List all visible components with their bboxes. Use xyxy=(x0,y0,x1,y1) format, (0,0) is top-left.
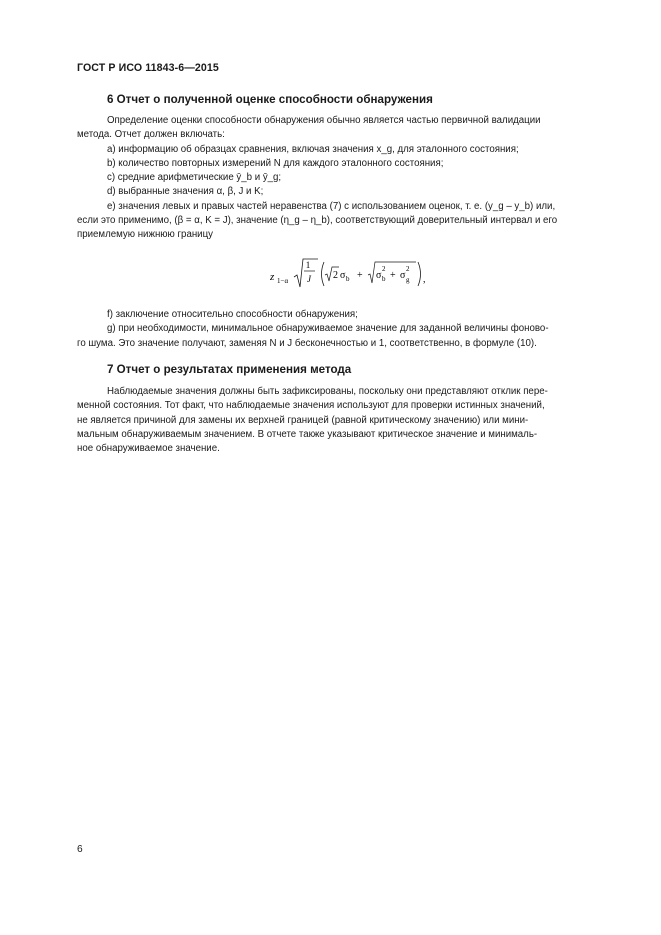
section-6-body-cont xyxy=(77,308,616,351)
formula-comma: , xyxy=(423,274,426,285)
para-line: мальным обнаруживаемым значением. В отчете также указывают критическое значение и минималь- xyxy=(77,428,538,440)
formula-svg xyxy=(270,256,470,292)
section-7-heading: 7 Отчет о результатах применения метода xyxy=(107,363,352,376)
formula-sub-g: g xyxy=(406,276,410,284)
para-line: метода. Отчет должен включать: xyxy=(77,129,225,141)
section-7-body xyxy=(77,385,616,456)
list-item-f: f) заключение относительно способности обнаружения; xyxy=(107,309,358,320)
list-item-g-cont: го шума. Это значение получают, заменяя N и J бесконечностью и 1, соответственно, в формуле (10). xyxy=(77,337,537,349)
list-item-e: e) значения левых и правых частей неравенства (7) с использованием оценок, т. е. (y_g – y_b) или, xyxy=(107,200,556,212)
list-item-e-cont: приемлемую нижнюю границу xyxy=(77,229,213,241)
section-6-body xyxy=(77,114,616,243)
formula-denominator: J xyxy=(307,274,311,284)
formula-plus: + xyxy=(390,270,396,281)
document-header: ГОСТ Р ИСО 11843-6—2015 xyxy=(77,62,219,74)
list-item-g: g) при необходимости, минимальное обнаруживаемое значение для заданной величины фоново- xyxy=(107,323,549,335)
formula-root2: 2 xyxy=(333,270,338,281)
para-line: менной состояния. Тот факт, что наблюдаемые значения используют для проверки истинных значений, xyxy=(77,400,545,412)
para-line: ное обнаруживаемое значение. xyxy=(77,443,220,455)
left-paren xyxy=(322,262,325,286)
list-item-d: d) выбранные значения α, β, J и K; xyxy=(107,186,264,198)
list-item-b: b) количество повторных измерений N для каждого эталонного состояния; xyxy=(107,157,444,169)
formula-sup-2: 2 xyxy=(406,265,410,273)
section-6-heading: 6 Отчет о полученной оценке способности обнаружения xyxy=(107,93,433,106)
formula-sigma-g2: σ xyxy=(400,270,406,281)
formula-sigma-b: σ xyxy=(340,270,346,281)
right-paren xyxy=(418,262,421,286)
formula-10 xyxy=(270,256,470,292)
page-number: 6 xyxy=(77,844,83,855)
formula-sup-2: 2 xyxy=(382,265,386,273)
para-line: не является причиной для замены их верхней границей (равной критическому значению) или мини- xyxy=(77,414,529,426)
formula-z: z xyxy=(270,271,275,283)
formula-plus: + xyxy=(357,270,363,281)
list-item-e-cont: если это применимо, (β = α, K = J), значение (η_g – η_b), соответствующий доверительный интервал и его xyxy=(77,215,558,227)
formula-sub-b: b xyxy=(382,275,386,283)
formula-numerator: 1 xyxy=(305,260,311,270)
para-line: Определение оценки способности обнаружения обычно является частью первичной валидации xyxy=(107,115,541,126)
para-line: Наблюдаемые значения должны быть зафиксированы, поскольку они представляют отклик пере- xyxy=(107,386,548,397)
formula-sub-b: b xyxy=(346,275,350,283)
list-item-a: a) информацию об образцах сравнения, включая значения x_g, для эталонного состояния; xyxy=(107,143,519,155)
list-item-c: c) средние арифметические ȳ_b и ȳ_g; xyxy=(107,172,282,184)
formula-z-subscript: 1−α xyxy=(277,277,289,285)
formula-sigma-b2: σ xyxy=(376,270,382,281)
